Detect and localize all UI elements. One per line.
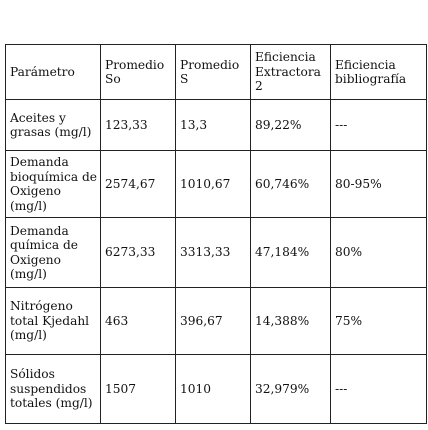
cell-text: --- bbox=[335, 381, 348, 396]
table-cell bbox=[101, 100, 176, 151]
cell-text: 47,184% bbox=[255, 245, 310, 260]
cell-text: 396,67 bbox=[180, 313, 223, 328]
table-cell bbox=[251, 100, 331, 151]
header-cell bbox=[331, 45, 427, 100]
header-cell bbox=[176, 45, 251, 100]
param-cell bbox=[6, 100, 101, 151]
cell-text: 80-95% bbox=[335, 176, 382, 191]
cell-text: 1010 bbox=[180, 381, 212, 396]
cell-text: 2574,67 bbox=[105, 176, 156, 191]
cell-text: 3313,33 bbox=[180, 245, 231, 260]
cell-text: 89,22% bbox=[255, 117, 302, 132]
header-cell bbox=[251, 45, 331, 100]
table-row bbox=[6, 218, 427, 288]
table-cell bbox=[176, 218, 251, 288]
param-cell bbox=[6, 288, 101, 355]
cell-text: Nitrógeno total Kjedahl (mg/l) bbox=[10, 299, 90, 343]
table-cell bbox=[331, 288, 427, 355]
table-row bbox=[6, 288, 427, 355]
header-eficiencia-extractora: Eficiencia Extractora 2 bbox=[255, 50, 321, 94]
cell-text: 13,3 bbox=[180, 117, 208, 132]
table-cell bbox=[176, 288, 251, 355]
header-promedio-so: Promedio So bbox=[105, 57, 165, 86]
cell-text: Demanda bioquímica de Oxigeno (mg/l) bbox=[10, 155, 98, 213]
cell-text: 32,979% bbox=[255, 381, 310, 396]
cell-text: 6273,33 bbox=[105, 245, 156, 260]
table-cell bbox=[331, 100, 427, 151]
table-cell bbox=[176, 100, 251, 151]
table-cell bbox=[176, 151, 251, 218]
table-cell bbox=[251, 151, 331, 218]
table-cell bbox=[101, 218, 176, 288]
header-eficiencia-bibliografia: Eficiencia bibliografía bbox=[335, 57, 407, 86]
cell-text: 1010,67 bbox=[180, 176, 231, 191]
table-cell bbox=[101, 288, 176, 355]
header-cell bbox=[101, 45, 176, 100]
param-cell bbox=[6, 218, 101, 288]
header-cell bbox=[6, 45, 101, 100]
cell-text: Sólidos suspendidos totales (mg/l) bbox=[10, 367, 93, 411]
table-row bbox=[6, 151, 427, 218]
cell-text: 80% bbox=[335, 245, 363, 260]
table-cell bbox=[251, 218, 331, 288]
table-row bbox=[6, 100, 427, 151]
table-cell bbox=[331, 218, 427, 288]
param-cell bbox=[6, 151, 101, 218]
cell-text: 463 bbox=[105, 313, 129, 328]
table-header-row bbox=[6, 45, 427, 100]
cell-text: Demanda química de Oxigeno (mg/l) bbox=[10, 223, 78, 281]
cell-text: Aceites y grasas (mg/l) bbox=[10, 110, 92, 139]
table-row bbox=[6, 355, 427, 424]
param-cell bbox=[6, 355, 101, 424]
table-cell bbox=[101, 151, 176, 218]
header-promedio-s: Promedio S bbox=[180, 57, 240, 86]
cell-text: 60,746% bbox=[255, 176, 310, 191]
cell-text: --- bbox=[335, 117, 348, 132]
table-cell bbox=[251, 288, 331, 355]
cell-text: 123,33 bbox=[105, 117, 148, 132]
table-cell bbox=[251, 355, 331, 424]
parameters-table bbox=[5, 44, 427, 424]
table-cell bbox=[331, 355, 427, 424]
cell-text: 75% bbox=[335, 313, 363, 328]
table-cell bbox=[331, 151, 427, 218]
table-cell bbox=[176, 355, 251, 424]
cell-text: 1507 bbox=[105, 381, 137, 396]
cell-text: 14,388% bbox=[255, 313, 310, 328]
table-cell bbox=[101, 355, 176, 424]
header-parametro: Parámetro bbox=[10, 64, 75, 79]
